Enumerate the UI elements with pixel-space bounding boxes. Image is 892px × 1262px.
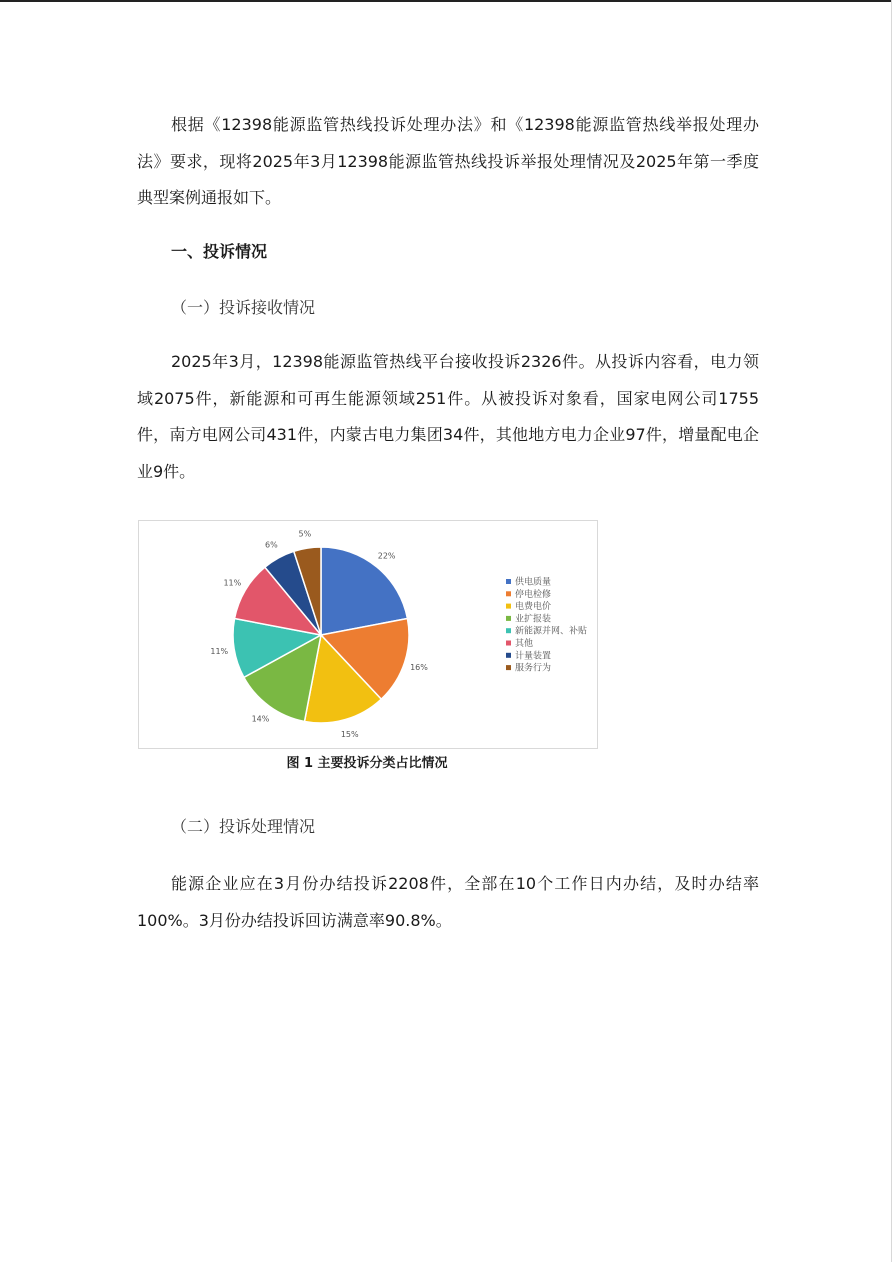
legend-label: 新能源并网、补贴 (515, 626, 588, 637)
slice-percent-label: 11% (223, 578, 242, 588)
legend-swatch (506, 653, 511, 658)
slice-percent-label: 15% (340, 729, 359, 739)
slice-percent-label: 11% (210, 647, 229, 657)
figure-caption (138, 752, 596, 771)
slice-percent-label: 16% (410, 662, 428, 672)
legend-label: 其他 (515, 639, 534, 649)
slice-percent-label: 22% (377, 551, 396, 561)
legend-swatch (506, 665, 511, 670)
legend-label: 计量装置 (515, 651, 552, 662)
subheading-handling: （二）投诉处理情况 (171, 817, 316, 836)
legend-swatch (506, 579, 511, 584)
intro-paragraph: 根据《12398能源监管热线投诉处理办法》和《12398能源监管热线举报处理办法》要求，现将2025年3月12398能源监管热线投诉举报处理情况及2025年第一季度典型案例通报如下。 (137, 115, 759, 207)
handling-paragraph: 能源企业应在3月份办结投诉2208件，全部在10个工作日内办结，及时办结率100%。3月份办结投诉回访满意率90.8%。 (137, 874, 759, 930)
pie-chart (139, 521, 597, 748)
slice-percent-label: 5% (298, 529, 312, 539)
legend-label: 停电检修 (515, 589, 552, 600)
legend-label: 服务行为 (515, 663, 552, 674)
legend-label: 供电质量 (515, 577, 552, 588)
figure-caption-label: 图 1 (286, 756, 314, 771)
legend-label: 业扩报装 (515, 614, 552, 625)
top-border (0, 0, 892, 2)
section-heading-complaints: 一、投诉情况 (171, 242, 268, 261)
legend-swatch (506, 604, 511, 609)
legend-swatch (506, 628, 511, 633)
slice-percent-label: 6% (265, 540, 278, 550)
legend-label: 电费电价 (515, 602, 552, 613)
slice-percent-label: 14% (251, 714, 270, 724)
receipt-paragraph: 2025年3月，12398能源监管热线平台接收投诉2326件。从投诉内容看，电力领域2075件，新能源和可再生能源领域251件。从被投诉对象看，国家电网公司1755件，南方电网公司431件，内蒙古电力集团34件，其他地方电力企业97件，增量配电企业9件。 (137, 352, 759, 481)
subheading-receipt: （一）投诉接收情况 (171, 298, 316, 317)
legend-swatch (506, 641, 511, 646)
figure-caption-text: 主要投诉分类占比情况 (317, 756, 448, 771)
legend-swatch (506, 591, 511, 596)
pie-chart-figure (138, 520, 598, 749)
legend-swatch (506, 616, 511, 621)
